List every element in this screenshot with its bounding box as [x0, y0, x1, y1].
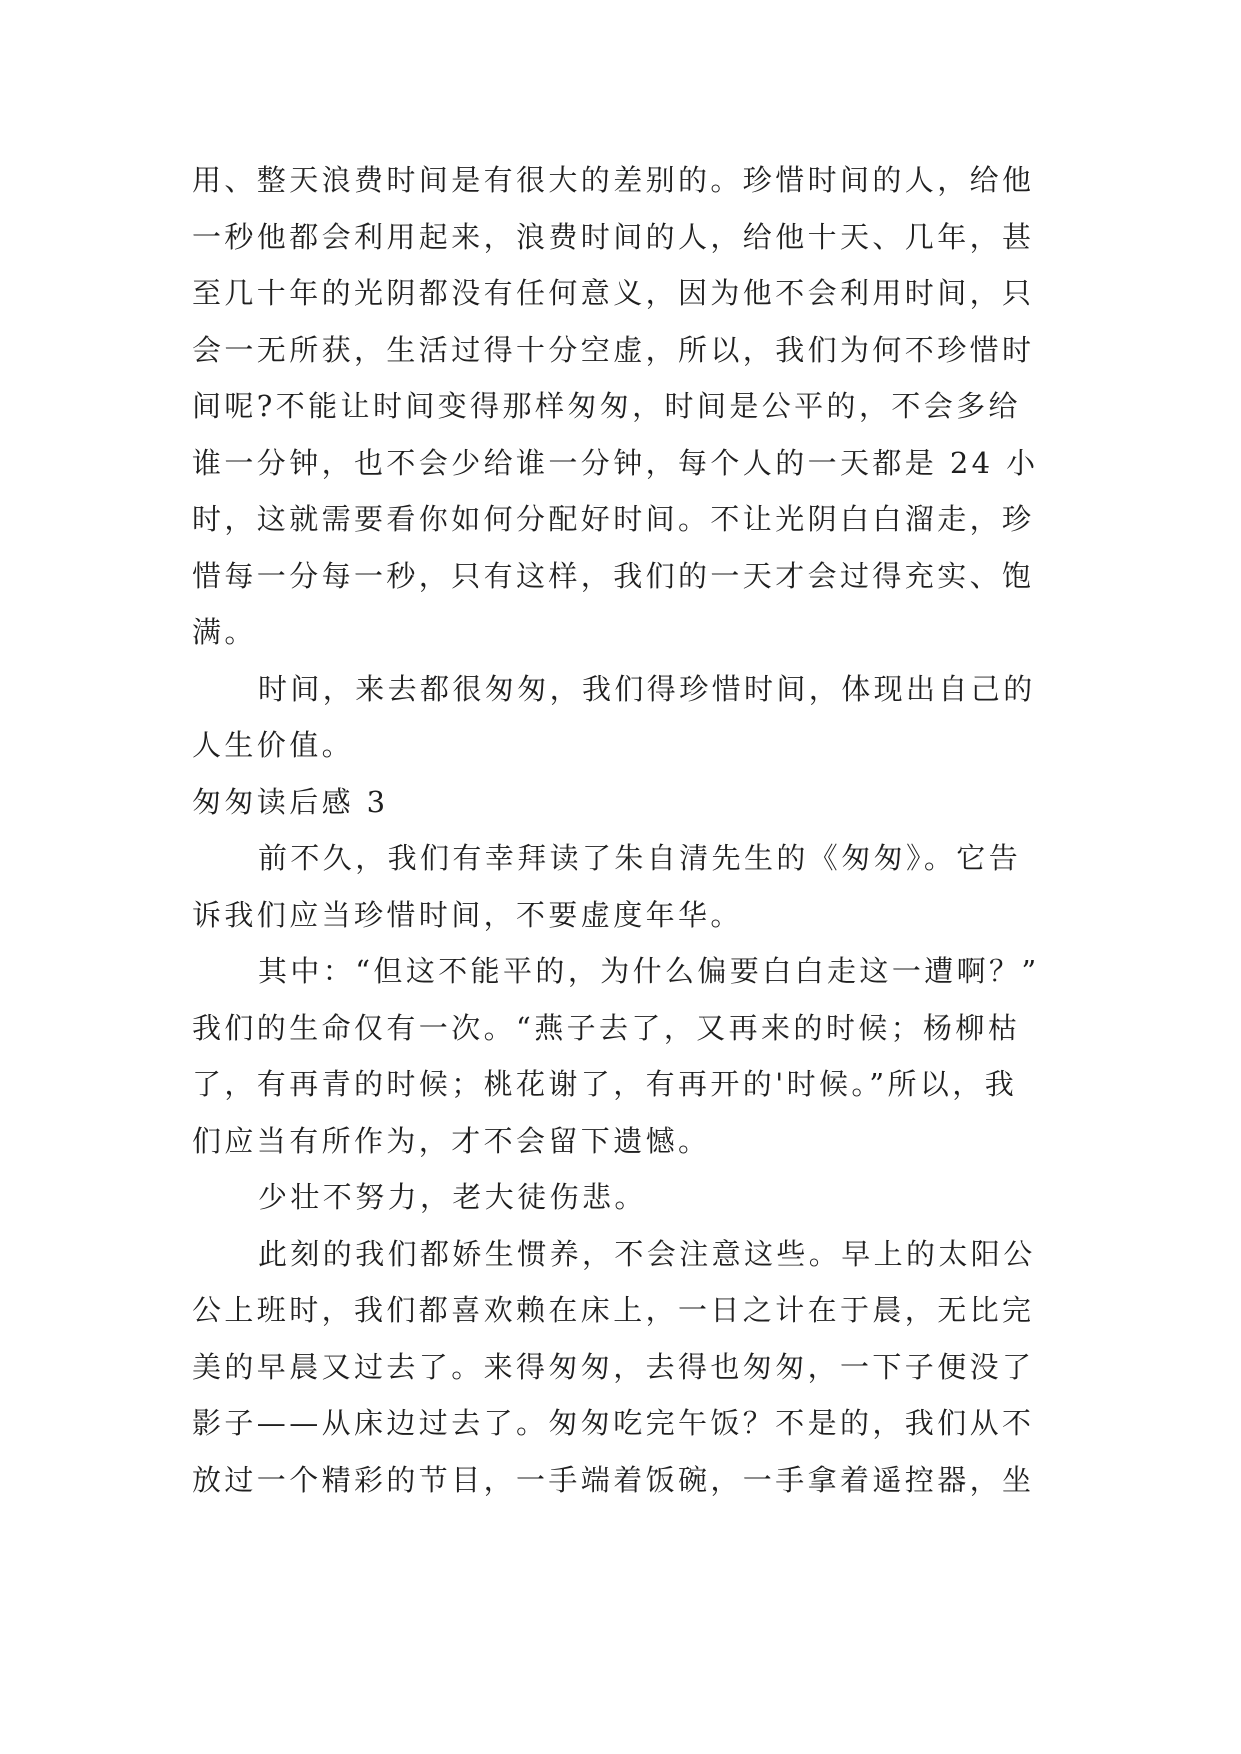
paragraph-start-line: 前不久，我们有幸拜读了朱自清先生的《匆匆》。它告: [258, 841, 1022, 875]
paragraph-start-line: 其中：“但这不能平的，为什么偏要白白走这一遭啊？”: [258, 954, 1040, 988]
text-line: 至几十年的光阴都没有任何意义，因为他不会利用时间，只: [192, 276, 1035, 310]
text-line: 人生价值。: [192, 728, 355, 762]
text-line: 放过一个精彩的节目，一手端着饭碗，一手拿着遥控器，坐: [192, 1462, 1035, 1497]
text-line: 公上班时，我们都喜欢赖在床上，一日之计在于晨，无比完: [192, 1293, 1035, 1327]
text-line: 我们的生命仅有一次。“燕子去了，又再来的时候；杨柳枯: [192, 1010, 1021, 1045]
text-line: 用、整天浪费时间是有很大的差别的。珍惜时间的人，给他: [192, 163, 1035, 197]
text-line: 满。: [192, 615, 257, 649]
text-line: 影子——从床边过去了。匆匆吃完午饭？不是的，我们从不: [192, 1406, 1035, 1440]
text-line: 美的早晨又过去了。来得匆匆，去得也匆匆，一下子便没了: [192, 1349, 1035, 1384]
text-line: 惜每一分每一秒，只有这样，我们的一天才会过得充实、饱: [192, 558, 1035, 593]
text-line: 诉我们应当珍惜时间，不要虚度年华。: [192, 897, 743, 932]
text-line: 们应当有所作为，才不会留下遗憾。: [192, 1123, 711, 1158]
text-line: 了，有再青的时候；桃花谢了，有再开的'时候。”所以，我: [192, 1067, 1018, 1101]
text-line: 间呢?不能让时间变得那样匆匆，时间是公平的，不会多给: [192, 389, 1021, 423]
text-line: 会一无所获，生活过得十分空虚，所以，我们为何不珍惜时: [192, 332, 1035, 367]
text-line: 时，这就需要看你如何分配好时间。不让光阴白白溜走，珍: [192, 502, 1035, 536]
text-line: 一秒他都会利用起来，浪费时间的人，给他十天、几年，甚: [192, 219, 1035, 254]
paragraph-start-line: 此刻的我们都娇生惯养，不会注意这些。早上的太阳公: [258, 1236, 1036, 1271]
paragraph-start-line: 少壮不努力，老大徒伤悲。: [258, 1180, 647, 1214]
paragraph-start-line: 时间，来去都很匆匆，我们得珍惜时间，体现出自己的: [258, 671, 1036, 706]
essay-text: [192, 152, 1052, 1508]
text-line: 谁一分钟，也不会少给谁一分钟，每个人的一天都是 24 小: [192, 445, 1039, 480]
section-heading: 匆匆读后感 3: [192, 784, 389, 819]
